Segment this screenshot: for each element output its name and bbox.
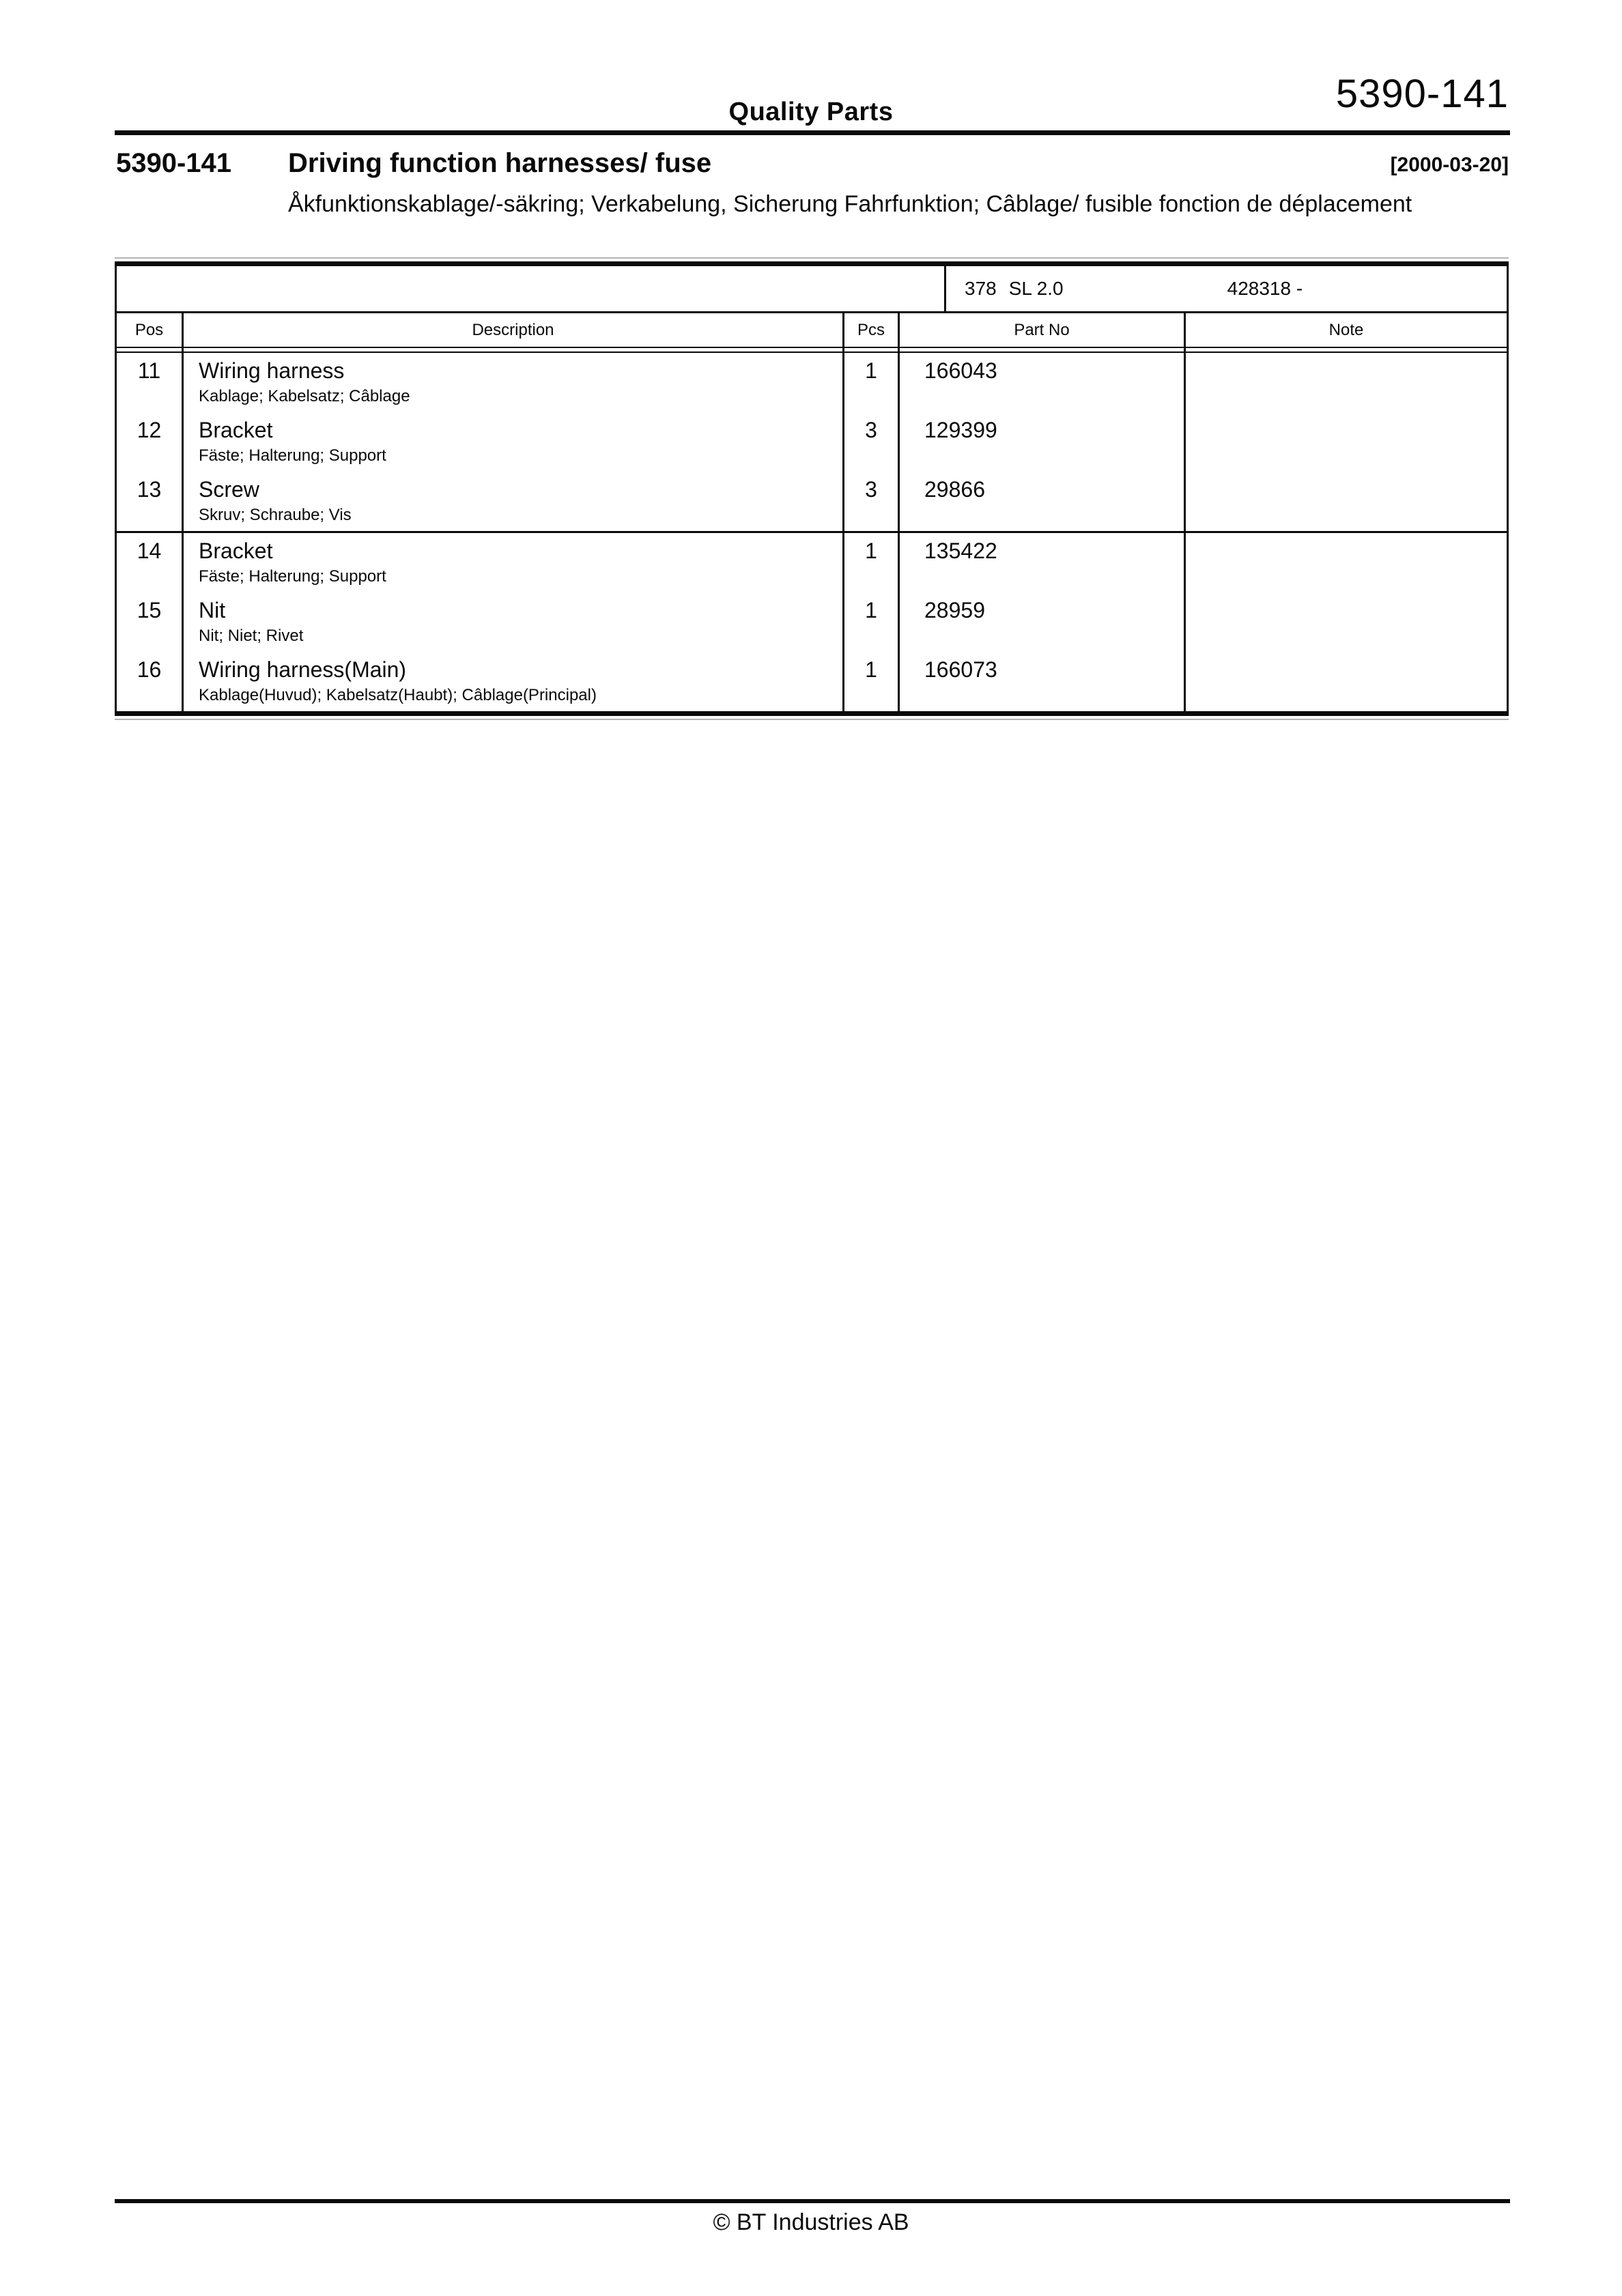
cell-pcs: 1 <box>844 533 900 592</box>
cell-pcs: 1 <box>844 592 900 652</box>
cell-part-no: 166043 <box>900 353 1186 412</box>
cell-note <box>1186 353 1507 412</box>
cell-note <box>1186 652 1507 711</box>
cell-part-no: 129399 <box>900 412 1186 472</box>
table-row <box>117 533 1507 592</box>
machine-info-empty-cell <box>117 266 944 311</box>
description-main: Bracket <box>199 418 273 442</box>
cell-description <box>184 412 844 472</box>
cell-pos: 13 <box>117 472 184 531</box>
machine-model-name: SL 2.0 <box>1008 278 1064 299</box>
section-code: 5390-141 <box>116 148 232 178</box>
revision-date: [2000-03-20] <box>1390 154 1509 176</box>
header-double-rule <box>117 348 1507 353</box>
description-main: Nit <box>199 598 226 622</box>
cell-pcs: 3 <box>844 412 900 472</box>
column-header-pcs: Pcs <box>844 313 900 347</box>
footer-rule <box>115 2199 1510 2203</box>
description-main: Bracket <box>199 539 273 563</box>
cell-description <box>184 353 844 412</box>
description-translations: Nit; Niet; Rivet <box>199 627 304 645</box>
cell-pos: 15 <box>117 592 184 652</box>
machine-serial-range: 428318 - <box>1227 278 1303 299</box>
column-header-description: Description <box>184 313 844 347</box>
table-column-headers <box>117 311 1507 348</box>
description-translations: Kablage(Huvud); Kabelsatz(Haubt); Câblage(Principal) <box>199 686 597 704</box>
cell-pcs: 1 <box>844 353 900 412</box>
table-row <box>117 412 1507 472</box>
cell-part-no: 135422 <box>900 533 1186 592</box>
description-main: Wiring harness <box>199 358 345 383</box>
copyright-notice: © BT Industries AB <box>713 2209 909 2235</box>
cell-pos: 11 <box>117 353 184 412</box>
parts-table-frame <box>115 261 1509 716</box>
table-row <box>117 652 1507 711</box>
column-header-note: Note <box>1328 320 1364 339</box>
cell-pcs: 3 <box>844 472 900 531</box>
table-row <box>117 353 1507 412</box>
cell-pos: 14 <box>117 533 184 592</box>
description-main: Screw <box>199 477 259 502</box>
cell-pcs: 1 <box>844 652 900 711</box>
cell-note <box>1186 592 1507 652</box>
table-row <box>117 592 1507 652</box>
cell-description <box>184 652 844 711</box>
parts-table <box>115 257 1509 720</box>
cell-note <box>1186 533 1507 592</box>
cell-note <box>1186 412 1507 472</box>
column-header-pos: Pos <box>117 313 184 347</box>
brand-title: Quality Parts <box>728 98 894 126</box>
description-translations: Fäste; Halterung; Support <box>199 567 386 586</box>
section-title: Driving function harnesses/ fuse <box>288 148 712 178</box>
machine-info-row <box>117 266 1507 311</box>
cell-part-no: 28959 <box>900 592 1186 652</box>
section-subtitle: Åkfunktionskablage/-säkring; Verkabelung, Sicherung Fahrfunktion; Câblage/ fusible fonction de déplacement <box>288 191 1412 217</box>
description-translations: Fäste; Halterung; Support <box>199 446 386 465</box>
machine-info-cell <box>944 266 1507 311</box>
column-header-part-no: Part No <box>900 313 1186 347</box>
row-group-2 <box>117 533 1507 711</box>
cell-part-no: 29866 <box>900 472 1186 531</box>
cell-pos: 16 <box>117 652 184 711</box>
cell-part-no: 166073 <box>900 652 1186 711</box>
cell-description <box>184 472 844 531</box>
cell-pos: 12 <box>117 412 184 472</box>
cell-description <box>184 592 844 652</box>
description-main: Wiring harness(Main) <box>199 657 407 682</box>
table-row <box>117 472 1507 531</box>
cell-note <box>1186 472 1507 531</box>
description-translations: Kablage; Kabelsatz; Câblage <box>199 387 410 405</box>
header-rule <box>115 130 1510 135</box>
page-number: 5390-141 <box>1335 72 1509 116</box>
cell-description <box>184 533 844 592</box>
machine-model-code: 378 <box>965 278 997 299</box>
row-group-1 <box>117 353 1507 531</box>
description-translations: Skruv; Schraube; Vis <box>199 506 352 524</box>
